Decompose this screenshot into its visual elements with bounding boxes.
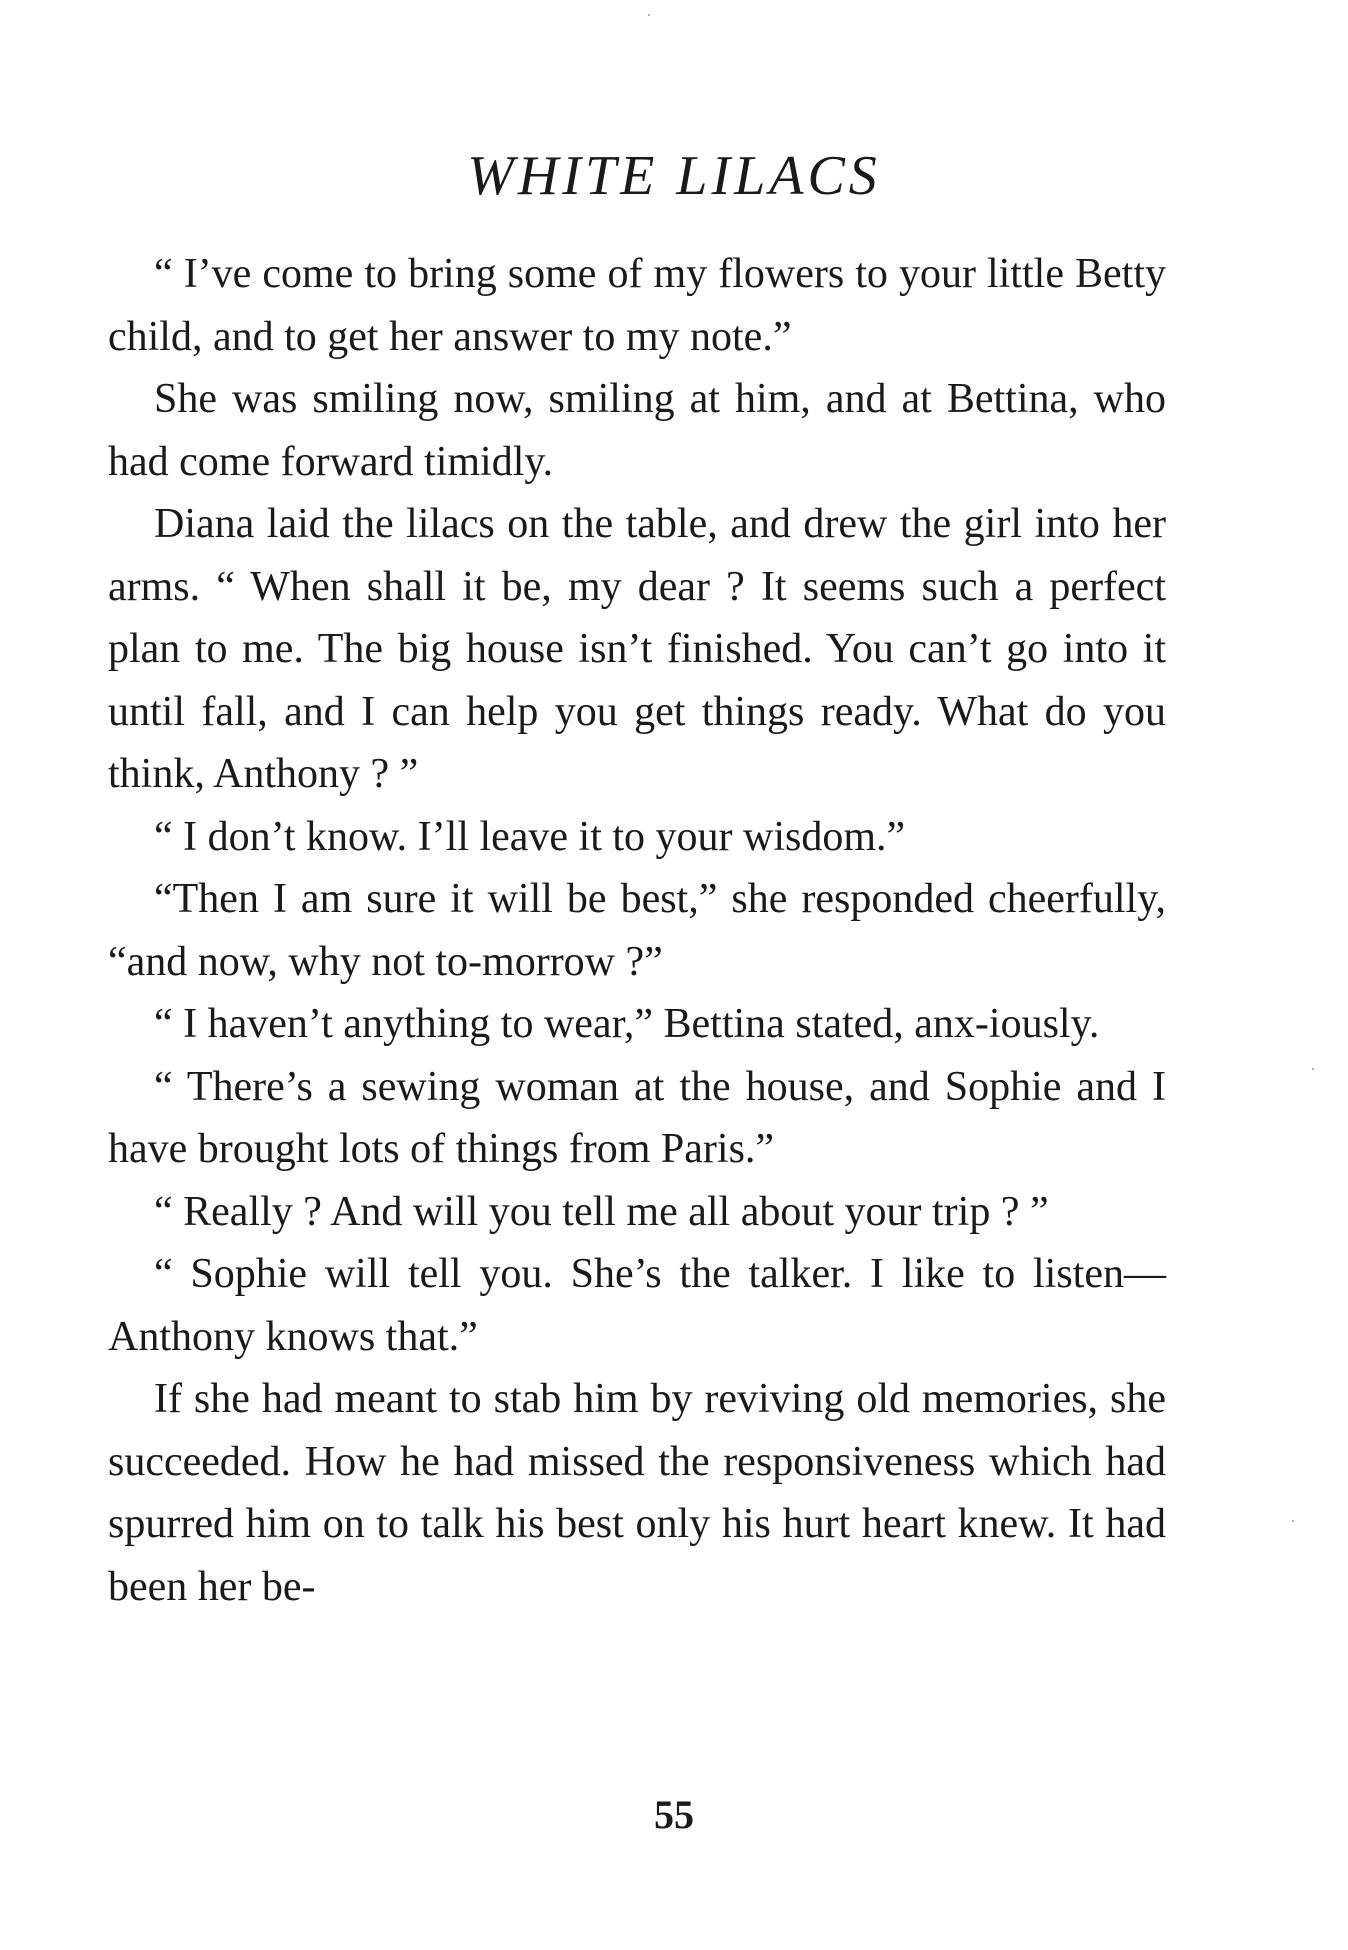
paragraph: “ I don’t know. I’ll leave it to your wisdom.” (154, 813, 906, 860)
running-header: WHITE LILACS (467, 145, 881, 207)
paragraph: “ There’s a sewing woman at the house, and Sophie and I have brought lots of things from Paris.” (108, 1063, 1166, 1172)
paragraph: She was smiling now, smiling at him, and at Bettina, who had come forward timidly. (108, 376, 1166, 485)
paragraph: “ Sophie will tell you. She’s the talker. I like to listen—Anthony knows that.” (108, 1251, 1166, 1360)
paper-speck (1312, 1068, 1314, 1070)
paper-speck (648, 14, 650, 16)
paragraph: If she had meant to stab him by reviving old memories, she succeeded. How he had missed the responsiveness which had spurred him on to talk his best only his hurt heart knew. It had been her be- (108, 1376, 1166, 1610)
paragraph: “ Really ? And will you tell me all about your trip ? ” (154, 1188, 1049, 1235)
page-number: 55 (654, 1792, 694, 1837)
body-text (108, 243, 1166, 1618)
paragraph: “Then I am sure it will be best,” she responded cheerfully, “and now, why not to-morrow ?” (108, 876, 1166, 985)
paragraph: “ I haven’t anything to wear,” Bettina stated, anx-iously. (154, 1001, 1100, 1047)
paragraph: Diana laid the lilacs on the table, and drew the girl into her arms. “ When shall it be, my dear ? It seems such a perfect plan to me. The big house isn’t finished. You can’t go into it until fall, and I can help you get things ready. What do you think, Anthony ? ” (108, 501, 1166, 797)
paragraph: “ I’ve come to bring some of my flowers to your little Betty child, and to get her answer to my note.” (108, 251, 1166, 360)
paper-speck (1292, 1520, 1294, 1522)
